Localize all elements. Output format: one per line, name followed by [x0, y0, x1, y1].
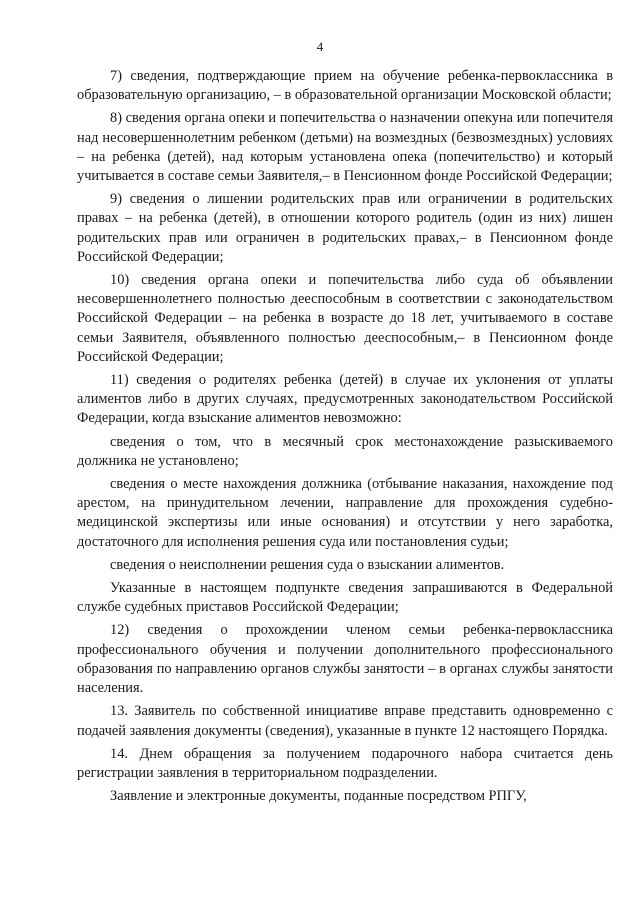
paragraph-clause-14: 14. Днем обращения за получением подарочного набора считается день регистрации заявления в территориальном подразделении.: [77, 745, 613, 781]
paragraph-item-8: 8) сведения органа опеки и попечительства о назначении опекуна или попечителя над несовершеннолетним ребенком (детьми) на возмездных (безвозмездных) условиях – на ребенка (детей), над которым установлена опека (попечительство) и который учитывается в составе семьи Заявителя,– в Пенсионном фонде Российской Федерации;: [77, 110, 613, 185]
paragraph-item-7: 7) сведения, подтверждающие прием на обучение ребенка-первоклассника в образовательную организацию, – в образовательной организации Московской области;: [77, 68, 613, 104]
paragraph-item-9: 9) сведения о лишении родительских прав или ограничении в родительских правах – на ребенка (детей), в отношении которого родитель (один из них) лишен родительских прав или ограничен в родительских правах,– в Пенсионном фонде Российской Федерации;: [77, 191, 613, 265]
paragraph-item-10: 10) сведения органа опеки и попечительства либо суда об объявлении несовершеннолетнего полностью дееспособным в соответствии с законодательством Российской Федерации – на ребенка в возрасте до 18 лет, учитываемого в составе семьи Заявителя, объявленного полностью дееспособным,– в Пенсионном фонде Российской Федерации;: [77, 272, 613, 365]
paragraph-clause-13: 13. Заявитель по собственной инициативе вправе представить одновременно с подачей заявления документы (сведения), указанные в пункте 12 настоящего Порядка.: [77, 703, 613, 739]
paragraph-subitem-location: сведения о месте нахождения должника (отбывание наказания, нахождение под арестом, на принудительном лечении, направление для прохождения судебно-медицинской экспертизы или иные основания) и отсутствии у него заработка, достаточного для исполнения решения суда или постановления судьи;: [77, 476, 613, 550]
document-body: [77, 67, 613, 809]
page-number: 4: [316, 39, 324, 54]
paragraph-rpgu: Заявление и электронные документы, поданные посредством РПГУ,: [110, 788, 527, 805]
paragraph-bailiff-note: Указанные в настоящем подпункте сведения запрашиваются в Федеральной службе судебных приставов Российской Федерации;: [77, 580, 613, 616]
paragraph-subitem-nonexecution: сведения о неисполнении решения суда о взыскании алиментов.: [110, 556, 505, 573]
paragraph-item-11: 11) сведения о родителях ребенка (детей) в случае их уклонения от уплаты алиментов либо в других случаях, предусмотренных законодательством Российской Федерации, когда взыскание алиментов невозможно:: [77, 372, 613, 427]
paragraph-subitem-search: сведения о том, что в месячный срок местонахождение разыскиваемого должника не установлено;: [77, 433, 613, 469]
paragraph-item-12: 12) сведения о прохождении членом семьи ребенка-первоклассника профессионального обучения и получении дополнительного профессионального образования по направлению органов службы занятости – в органах службы занятости населения.: [77, 622, 613, 697]
